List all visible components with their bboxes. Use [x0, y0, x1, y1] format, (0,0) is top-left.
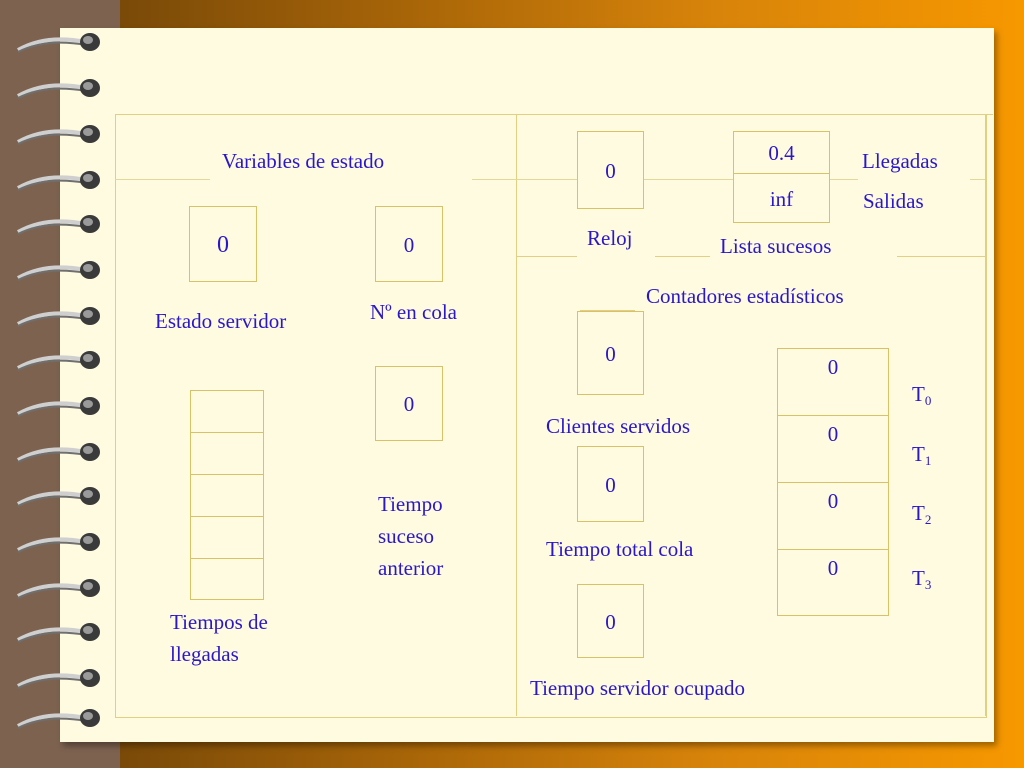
clientes-servidos-box: 0 — [577, 311, 644, 395]
t-label: $T_2$ — [912, 501, 932, 527]
center-divider — [516, 114, 517, 716]
tiempo-suceso-anterior-label: Tiempo suceso anterior — [378, 492, 444, 580]
t-label: $T_1$ — [912, 442, 932, 468]
reloj-box: 0 — [577, 131, 644, 209]
spiral-ring-icon — [16, 348, 102, 374]
estado-rule-left — [115, 179, 210, 180]
tiempos-llegadas-cell — [191, 433, 263, 475]
tiempos-llegadas-label: Tiempos de llegadas — [170, 610, 268, 666]
t-table-cell: 0 — [778, 349, 888, 416]
spiral-ring-icon — [16, 576, 102, 602]
right-section-rule-1 — [517, 256, 577, 257]
t-label: $T_0$ — [912, 382, 932, 408]
tiempo-total-cola-label: Tiempo total cola — [546, 537, 694, 561]
tiempo-suceso-anterior-box: 0 — [375, 366, 443, 441]
lista-sucesos-label: Lista sucesos — [720, 234, 832, 258]
llegadas-label: Llegadas — [862, 149, 938, 173]
right-section-rule-3 — [897, 256, 985, 257]
salidas-cell: inf — [769, 187, 794, 211]
tiempos-llegadas-cell — [191, 559, 263, 601]
spiral-ring-icon — [16, 440, 102, 466]
spiral-ring-icon — [16, 620, 102, 646]
t-table-cell: 0 — [778, 483, 888, 550]
spiral-ring-icon — [16, 122, 102, 148]
reloj-label: Reloj — [587, 226, 633, 250]
tiempo-servidor-ocupado-box: 0 — [577, 584, 644, 658]
clientes-servidos-label: Clientes servidos — [546, 414, 691, 438]
reloj-rule — [640, 179, 735, 180]
llegadas-rule-2 — [970, 179, 985, 180]
estado-servidor-label: Estado servidor — [155, 309, 287, 333]
tiempos-llegadas-cell — [191, 517, 263, 559]
estado-servidor-box: 0 — [189, 206, 257, 282]
t-table-cell: 0 — [778, 416, 888, 483]
spiral-ring-icon — [16, 30, 102, 56]
num-en-cola-label: Nº en cola — [370, 300, 457, 324]
t-table — [777, 348, 889, 616]
llegadas-cell: 0.4 — [734, 132, 829, 174]
estado-rule-right — [472, 179, 580, 180]
tiempo-servidor-ocupado-label: Tiempo servidor ocupado — [530, 676, 746, 700]
tiempos-llegadas-stack — [190, 390, 264, 600]
tiempos-llegadas-cell — [191, 475, 263, 517]
spiral-ring-icon — [16, 394, 102, 420]
spiral-ring-icon — [16, 76, 102, 102]
llegadas-rule — [828, 179, 858, 180]
spiral-ring-icon — [16, 304, 102, 330]
spiral-ring-icon — [16, 212, 102, 238]
salidas-label: Salidas — [863, 189, 924, 213]
spiral-ring-icon — [16, 484, 102, 510]
num-en-cola-box: 0 — [375, 206, 443, 282]
spiral-ring-icon — [16, 258, 102, 284]
spiral-ring-icon — [16, 706, 102, 732]
tiempo-total-cola-box: 0 — [577, 446, 644, 522]
contadores-title: Contadores estadísticos — [646, 284, 844, 308]
estado-title: Variables de estado — [222, 149, 385, 173]
t-label: $T_3$ — [912, 566, 932, 592]
spiral-ring-icon — [16, 168, 102, 194]
t-table-cell: 0 — [827, 556, 839, 580]
tiempos-llegadas-cell — [191, 391, 263, 433]
spiral-ring-icon — [16, 530, 102, 556]
spiral-ring-icon — [16, 666, 102, 692]
right-divider-top — [985, 114, 986, 716]
lista-sucesos-box — [733, 131, 830, 223]
right-section-rule-2 — [655, 256, 710, 257]
top-divider — [115, 114, 993, 115]
